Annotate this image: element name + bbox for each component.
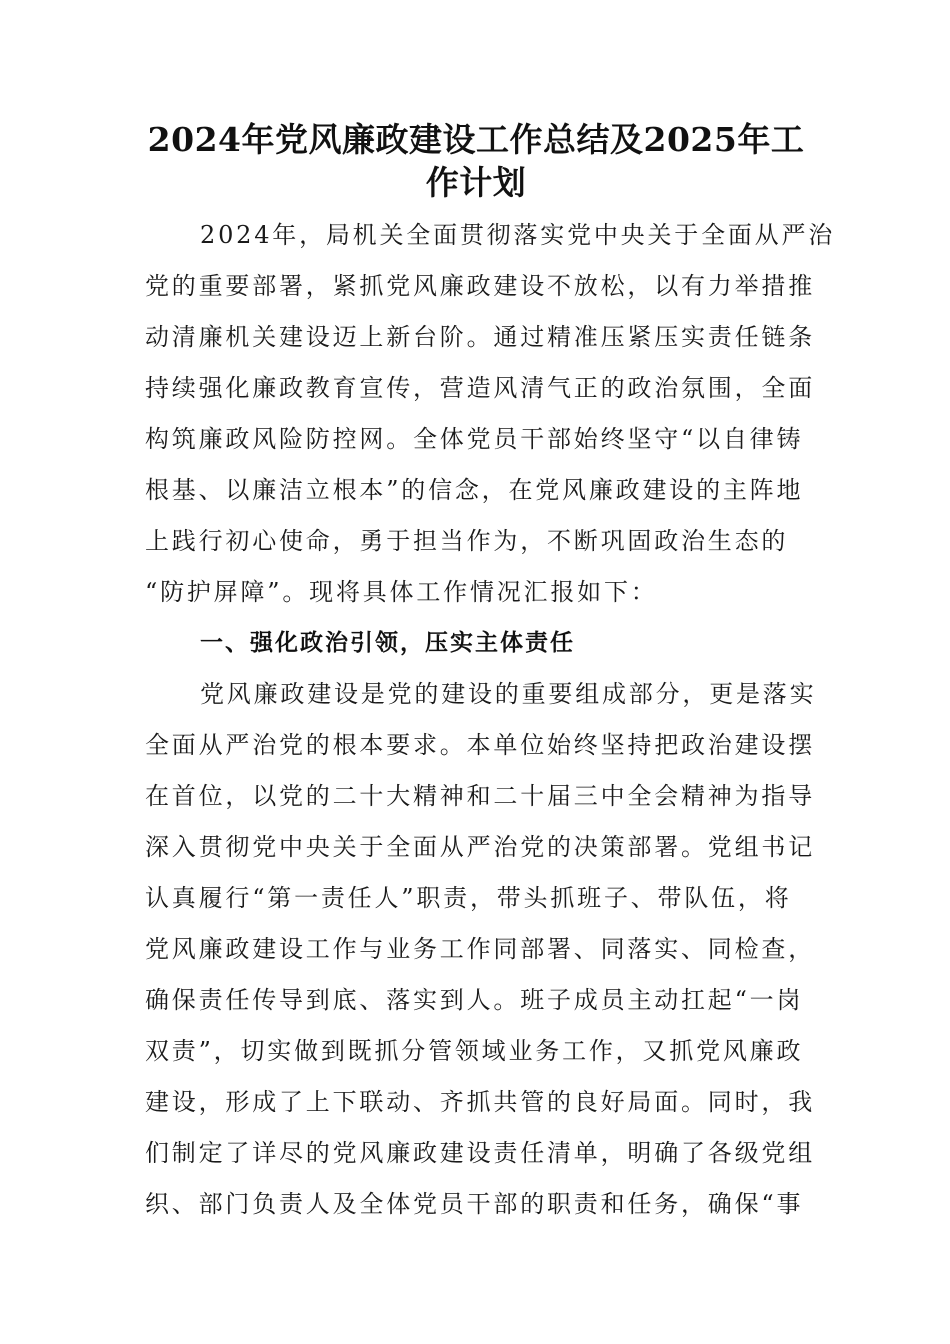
text-line: 2024年，局机关全面贯彻落实党中央关于全面从严治 [200, 221, 836, 249]
text-line: 全面从严治党的根本要求。本单位始终坚持把政治建设摆 [145, 731, 815, 759]
text-line: 动清廉机关建设迈上新台阶。通过精准压紧压实责任链条 [145, 323, 815, 351]
text-line: 构筑廉政风险防控网。全体党员干部始终坚守“以自律铸 [145, 425, 804, 453]
text-line: 织、部门负责人及全体党员干部的职责和任务，确保“事 [145, 1190, 804, 1218]
text-line: 们制定了详尽的党风廉政建设责任清单，明确了各级党组 [145, 1139, 815, 1167]
title-line-1: 2024年党风廉政建设工作总结及2025年工 [147, 120, 805, 159]
section-heading-1: 一、强化政治引领，压实主体责任 [200, 630, 575, 656]
text-line: 党风廉政建设是党的建设的重要组成部分，更是落实 [200, 680, 817, 708]
document-title [145, 118, 807, 204]
text-line: 确保责任传导到底、落实到人。班子成员主动扛起“一岗 [145, 986, 804, 1014]
text-line: 深入贯彻党中央关于全面从严治党的决策部署。党组书记 [145, 833, 815, 861]
document-body [145, 210, 836, 1230]
text-line: 建设，形成了上下联动、齐抓共管的良好局面。同时，我 [145, 1088, 815, 1116]
text-line: “防护屏障”。现将具体工作情况汇报如下： [145, 578, 658, 606]
title-line-2: 作计划 [425, 163, 527, 202]
text-line: 在首位，以党的二十大精神和二十届三中全会精神为指导 [145, 782, 815, 810]
text-line: 党风廉政建设工作与业务工作同部署、同落实、同检查， [145, 935, 815, 963]
text-line: 党的重要部署，紧抓党风廉政建设不放松，以有力举措推 [145, 272, 815, 300]
document-page [145, 118, 836, 1230]
text-line: 认真履行“第一责任人”职责，带头抓班子、带队伍，将 [145, 884, 792, 912]
intro-paragraph [145, 210, 836, 618]
section-1-paragraph [145, 669, 817, 1230]
text-line: 上践行初心使命，勇于担当作为，不断巩固政治生态的 [145, 527, 789, 555]
text-line: 持续强化廉政教育宣传，营造风清气正的政治氛围，全面 [145, 374, 815, 402]
text-line: 双责”，切实做到既抓分管领域业务工作，又抓党风廉政 [145, 1037, 804, 1065]
text-line: 根基、以廉洁立根本”的信念，在党风廉政建设的主阵地 [145, 476, 804, 504]
